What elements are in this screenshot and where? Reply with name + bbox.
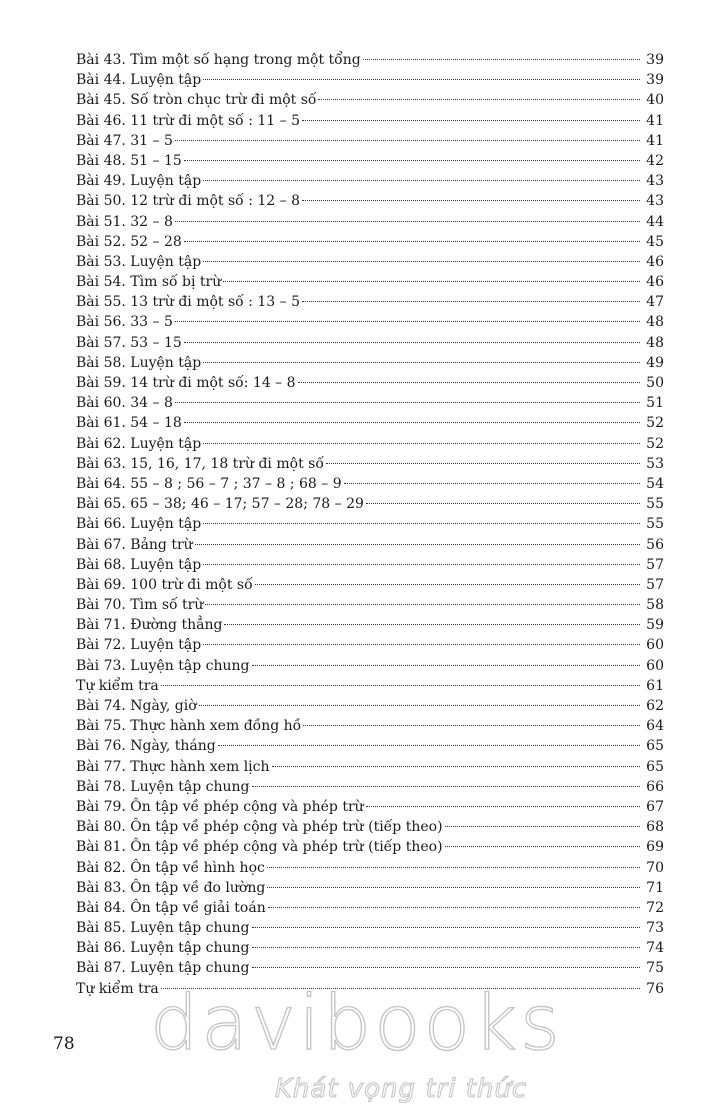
toc-dot-leader <box>184 342 640 343</box>
toc-entry-page: 55 <box>646 516 664 533</box>
toc-dot-leader <box>344 483 640 484</box>
toc-dot-leader <box>184 422 640 423</box>
toc-entry <box>76 212 664 232</box>
toc-dot-leader <box>302 200 640 201</box>
toc-dot-leader <box>184 241 640 242</box>
toc-entry <box>76 50 664 70</box>
toc-entry-page: 39 <box>646 52 664 68</box>
toc-entry-title: Bài 55. 13 trừ đi một số : 13 – 5 <box>76 294 300 311</box>
toc-entry <box>76 555 664 575</box>
toc-entry-page: 56 <box>646 536 664 553</box>
toc-entry-title: Tự kiểm tra <box>76 677 159 694</box>
toc-entry <box>76 837 664 857</box>
toc-entry-page: 42 <box>646 152 664 169</box>
toc-entry-page: 41 <box>646 132 664 149</box>
toc-entry-title: Bài 62. Luyện tập <box>76 435 202 452</box>
toc-entry-page: 51 <box>646 395 664 412</box>
toc-entry-title: Bài 83. Ôn tập về đo lường <box>76 879 266 896</box>
toc-entry-page: 72 <box>646 899 664 916</box>
toc-dot-leader <box>161 685 640 686</box>
toc-entry <box>76 353 664 373</box>
page-number: 78 <box>53 1034 75 1054</box>
toc-entry-page: 65 <box>646 758 664 775</box>
toc-dot-leader <box>218 745 640 746</box>
toc-dot-leader <box>252 927 641 928</box>
toc-entry-title: Bài 43. Tìm một số hạng trong một tổng <box>76 52 361 68</box>
toc-entry-title: Bài 56. 33 – 5 <box>76 314 173 331</box>
watermark-brand: davibooks <box>150 978 563 1067</box>
toc-entry-title: Bài 45. Số tròn chục trừ đi một số <box>76 92 317 109</box>
toc-entry-page: 75 <box>646 960 664 977</box>
toc-dot-leader <box>203 443 640 444</box>
toc-entry <box>76 494 664 514</box>
toc-dot-leader <box>302 301 640 302</box>
toc-entry <box>76 191 664 211</box>
toc-dot-leader <box>268 907 640 908</box>
toc-entry-title: Bài 86. Luyện tập chung <box>76 940 250 957</box>
toc-entry-page: 55 <box>646 496 664 513</box>
toc-entry-title: Bài 80. Ôn tập về phép cộng và phép trừ (tiếp theo) <box>76 819 443 836</box>
toc-entry-page: 43 <box>646 173 664 190</box>
toc-entry <box>76 393 664 413</box>
toc-entry-title: Bài 50. 12 trừ đi một số : 12 – 8 <box>76 193 300 210</box>
toc-dot-leader <box>267 867 640 868</box>
toc-entry <box>76 898 664 918</box>
toc-entry <box>76 736 664 756</box>
toc-entry-page: 76 <box>646 980 664 997</box>
toc-dot-leader <box>203 523 640 524</box>
toc-entry-page: 43 <box>646 193 664 210</box>
toc-dot-leader <box>318 99 640 100</box>
toc-entry-title: Bài 87. Luyện tập chung <box>76 960 250 977</box>
watermark-slogan: Khát vọng tri thức <box>274 1074 528 1104</box>
toc-entry-page: 45 <box>646 233 664 250</box>
toc-entry-title: Bài 44. Luyện tập <box>76 72 202 89</box>
toc-entry-title: Bài 48. 51 – 15 <box>76 152 182 169</box>
toc-entry-page: 68 <box>646 819 664 836</box>
toc-entry-page: 57 <box>646 556 664 573</box>
toc-dot-leader <box>272 766 640 767</box>
toc-dot-leader <box>175 321 640 322</box>
toc-entry-title: Bài 67. Bảng trừ <box>76 536 193 553</box>
toc-dot-leader <box>203 180 640 181</box>
toc-entry-title: Bài 54. Tìm số bị trừ <box>76 274 222 291</box>
toc-entry-page: 47 <box>646 294 664 311</box>
toc-entry-title: Bài 68. Luyện tập <box>76 556 202 573</box>
toc-entry <box>76 252 664 272</box>
toc-entry-page: 64 <box>646 718 664 735</box>
toc-entry <box>76 635 664 655</box>
toc-entry <box>76 757 664 777</box>
toc-dot-leader <box>445 826 640 827</box>
toc-entry-page: 66 <box>646 778 664 795</box>
toc-entry <box>76 292 664 312</box>
toc-entry-page: 41 <box>646 112 664 129</box>
toc-entry-page: 62 <box>646 698 664 714</box>
toc-entry-title: Bài 78. Luyện tập chung <box>76 778 250 795</box>
toc-dot-leader <box>205 604 640 605</box>
toc-entry-title: Bài 60. 34 – 8 <box>76 395 173 412</box>
toc-entry <box>76 918 664 938</box>
toc-entry-page: 48 <box>646 314 664 331</box>
toc-entry-title: Bài 82. Ôn tập về hình học <box>76 859 265 876</box>
toc-entry <box>76 333 664 353</box>
toc-entry-page: 52 <box>646 415 664 432</box>
toc-dot-leader <box>203 644 640 645</box>
toc-dot-leader <box>298 382 640 383</box>
toc-entry-page: 54 <box>646 475 664 492</box>
toc-dot-leader <box>203 261 640 262</box>
toc-entry-title: Bài 53. Luyện tập <box>76 253 202 270</box>
toc-dot-leader <box>199 705 640 706</box>
toc-entry-page: 39 <box>646 72 664 89</box>
toc-entry <box>76 111 664 131</box>
toc-entry-page: 67 <box>646 798 664 815</box>
toc-dot-leader <box>203 362 640 363</box>
toc-dot-leader <box>252 967 641 968</box>
toc-entry-title: Bài 73. Luyện tập chung <box>76 657 250 674</box>
toc-dot-leader <box>252 947 641 948</box>
toc-entry-page: 44 <box>646 213 664 230</box>
toc-entry <box>76 535 664 555</box>
toc-entry <box>76 676 664 696</box>
toc-entry-title: Bài 57. 53 – 15 <box>76 334 182 351</box>
toc-entry-page: 71 <box>646 879 664 896</box>
toc-entry <box>76 575 664 595</box>
toc-dot-leader <box>326 463 640 464</box>
toc-entry <box>76 70 664 90</box>
toc-dot-leader <box>184 160 640 161</box>
toc-entry <box>76 696 664 716</box>
toc-entry <box>76 514 664 534</box>
toc-dot-leader <box>366 503 640 504</box>
toc-entry-page: 57 <box>646 576 664 593</box>
toc-entry <box>76 958 664 978</box>
toc-entry <box>76 878 664 898</box>
toc-entry <box>76 373 664 393</box>
toc-entry <box>76 615 664 635</box>
toc-dot-leader <box>203 79 640 80</box>
toc-dot-leader <box>175 221 640 222</box>
toc-entry-page: 60 <box>646 657 664 674</box>
toc-entry-page: 61 <box>646 677 664 694</box>
toc-entry <box>76 979 664 999</box>
toc-entry <box>76 858 664 878</box>
toc-entry <box>76 595 664 615</box>
toc-entry-title: Bài 66. Luyện tập <box>76 516 202 533</box>
toc-dot-leader <box>366 806 640 807</box>
toc-dot-leader <box>161 988 640 989</box>
toc-entry-title: Bài 70. Tìm số trừ <box>76 597 204 614</box>
toc-entry-page: 70 <box>646 859 664 876</box>
toc-entry <box>76 151 664 171</box>
toc-entry <box>76 454 664 474</box>
toc-dot-leader <box>252 665 641 666</box>
toc-entry-page: 48 <box>646 334 664 351</box>
toc-dot-leader <box>223 281 640 282</box>
toc-entry-title: Tự kiểm tra <box>76 980 159 997</box>
toc-entry-page: 53 <box>646 455 664 472</box>
toc-entry-title: Bài 49. Luyện tập <box>76 173 202 190</box>
toc-dot-leader <box>252 786 641 787</box>
toc-entry-page: 60 <box>646 637 664 654</box>
toc-entry <box>76 272 664 292</box>
toc-entry-page: 73 <box>646 920 664 937</box>
toc-entry-page: 46 <box>646 253 664 270</box>
toc-entry-title: Bài 63. 15, 16, 17, 18 trừ đi một số <box>76 455 324 472</box>
toc-entry-title: Bài 71. Đường thẳng <box>76 617 223 634</box>
toc-entry-title: Bài 59. 14 trừ đi một số: 14 – 8 <box>76 375 296 391</box>
toc-entry <box>76 777 664 797</box>
toc-dot-leader <box>255 584 640 585</box>
toc-entry-page: 52 <box>646 435 664 452</box>
toc-entry <box>76 797 664 817</box>
toc-entry <box>76 938 664 958</box>
toc-dot-leader <box>302 120 640 121</box>
toc-dot-leader <box>303 725 640 726</box>
toc-entry <box>76 434 664 454</box>
toc-entry-title: Bài 77. Thực hành xem lịch <box>76 758 270 775</box>
toc-entry-title: Bài 75. Thực hành xem đồng hồ <box>76 718 302 735</box>
toc-entry-title: Bài 72. Luyện tập <box>76 637 202 654</box>
toc-entry-page: 58 <box>646 597 664 614</box>
toc-entry-page: 49 <box>646 354 664 371</box>
toc-entry-title: Bài 85. Luyện tập chung <box>76 920 250 937</box>
toc-entry-title: Bài 74. Ngày, giờ <box>76 698 197 714</box>
toc-entry-title: Bài 51. 32 – 8 <box>76 213 173 230</box>
toc-entry-title: Bài 69. 100 trừ đi một số <box>76 576 253 593</box>
toc-entry-title: Bài 61. 54 – 18 <box>76 415 182 432</box>
toc-entry <box>76 232 664 252</box>
toc-entry-title: Bài 81. Ôn tập về phép cộng và phép trừ (tiếp theo) <box>76 839 443 856</box>
toc-dot-leader <box>224 624 640 625</box>
toc-dot-leader <box>363 59 640 60</box>
toc-entry-page: 65 <box>646 738 664 755</box>
toc-entry-page: 69 <box>646 839 664 856</box>
toc-entry-page: 50 <box>646 375 664 391</box>
toc-entry-page: 59 <box>646 617 664 634</box>
toc-entry <box>76 312 664 332</box>
toc-entry <box>76 716 664 736</box>
table-of-contents <box>76 50 664 999</box>
toc-dot-leader <box>195 544 640 545</box>
toc-entry-page: 40 <box>646 92 664 109</box>
toc-entry <box>76 171 664 191</box>
toc-entry-page: 74 <box>646 940 664 957</box>
toc-dot-leader <box>267 887 640 888</box>
toc-entry-title: Bài 58. Luyện tập <box>76 354 202 371</box>
toc-dot-leader <box>175 140 640 141</box>
toc-entry <box>76 656 664 676</box>
toc-entry <box>76 474 664 494</box>
toc-entry-title: Bài 65. 65 – 38; 46 – 17; 57 – 28; 78 – 29 <box>76 496 364 513</box>
toc-entry-title: Bài 84. Ôn tập về giải toán <box>76 899 266 916</box>
toc-entry-title: Bài 46. 11 trừ đi một số : 11 – 5 <box>76 112 300 129</box>
toc-entry <box>76 413 664 433</box>
toc-entry-title: Bài 76. Ngày, tháng <box>76 738 216 755</box>
toc-entry-title: Bài 79. Ôn tập về phép cộng và phép trừ <box>76 798 364 815</box>
toc-entry-title: Bài 52. 52 – 28 <box>76 233 182 250</box>
toc-entry-title: Bài 47. 31 – 5 <box>76 132 173 149</box>
toc-dot-leader <box>203 564 640 565</box>
toc-dot-leader <box>175 402 640 403</box>
toc-entry <box>76 90 664 110</box>
toc-entry-title: Bài 64. 55 – 8 ; 56 – 7 ; 37 – 8 ; 68 – 9 <box>76 475 342 492</box>
toc-entry <box>76 131 664 151</box>
toc-entry <box>76 817 664 837</box>
toc-entry-page: 46 <box>646 274 664 291</box>
toc-dot-leader <box>445 846 640 847</box>
